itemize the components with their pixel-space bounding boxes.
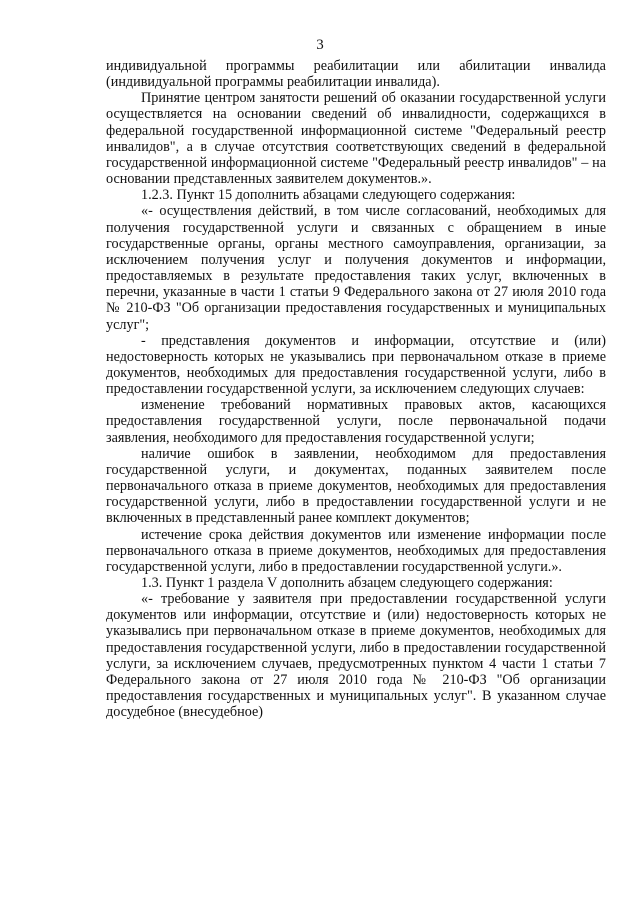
paragraph-actions-list-item: «- осуществления действий, в том числе согласований, необходимых для получения государственной услуги и связанных с обращением в иные государственные органы, органы местного самоуправления, организации, за исключением получения услуг и получения документов и информации, предоставляемых в результате предоставления таких услуг, включенных в перечни, указанные в части 1 статьи 9 Федерального закона от 27 июля 2010 года № 210-ФЗ "Об организации предоставления государственных и муниципальных услуг"; [106,203,606,333]
page-number: 3 [316,37,324,53]
paragraph-documents-list-item: - представления документов и информации, отсутствие и (или) недостоверность которых не указывались при первоначальном отказе в приеме документов, необходимых для предоставления государственной услуги, либо в предоставлении государственной услуги, за исключением следующих случаев: [106,332,606,398]
paragraph-continuation: индивидуальной программы реабилитации или абилитации инвалида (индивидуальной программы реабилитации инвалида). [106,58,606,91]
document-body [106,58,606,720]
paragraph-decision-basis: Принятие центром занятости решений об оказании государственной услуги осуществляется на основании сведений об инвалидности, содержащихся в федеральной государственной информационной системе "Федеральный реестр инвалидов", а в случае отсутствия соответствующих сведений в федеральной государственной информационной системе "Федеральный реестр инвалидов" – на основании представленных заявителем документов.». [106,90,606,188]
paragraph-amendment-1-3: 1.3. Пункт 1 раздела V дополнить абзацем следующего содержания: [141,575,553,591]
paragraph-exception-errors: наличие ошибок в заявлении, необходимом для предоставления государственной услуги, и документах, поданных заявителем после первоначального отказа в приеме документов, необходимых для предоставления государственной услуги, либо в предоставлении государственной услуги и не включенных в представленный ранее комплект документов; [106,445,606,527]
paragraph-exception-expiry: истечение срока действия документов или изменение информации после первоначального отказа в приеме документов, необходимых для предоставления государственной услуги, либо в предоставлении государственной услуги.». [106,526,606,575]
paragraph-exception-requirements-change: изменение требований нормативных правовых актов, касающихся предоставления государственной услуги, после первоначальной подачи заявления, необходимого для предоставления государственной услуги; [106,397,606,446]
paragraph-requirement-item: «- требование у заявителя при предоставлении государственной услуги документов или информации, отсутствие и (или) недостоверность которых не указывались при первоначальном отказе в приеме документов, необходимых для предоставления государственной услуги, либо в предоставлении государственной услуги, за исключением случаев, предусмотренных пунктом 4 части 1 статьи 7 Федерального закона от 27 июля 2010 года № 210-ФЗ "Об организации предоставления государственных и муниципальных услуг". В указанном случае досудебное (внесудебное) [106,591,606,721]
paragraph-amendment-1-2-3: 1.2.3. Пункт 15 дополнить абзацами следующего содержания: [141,187,516,204]
